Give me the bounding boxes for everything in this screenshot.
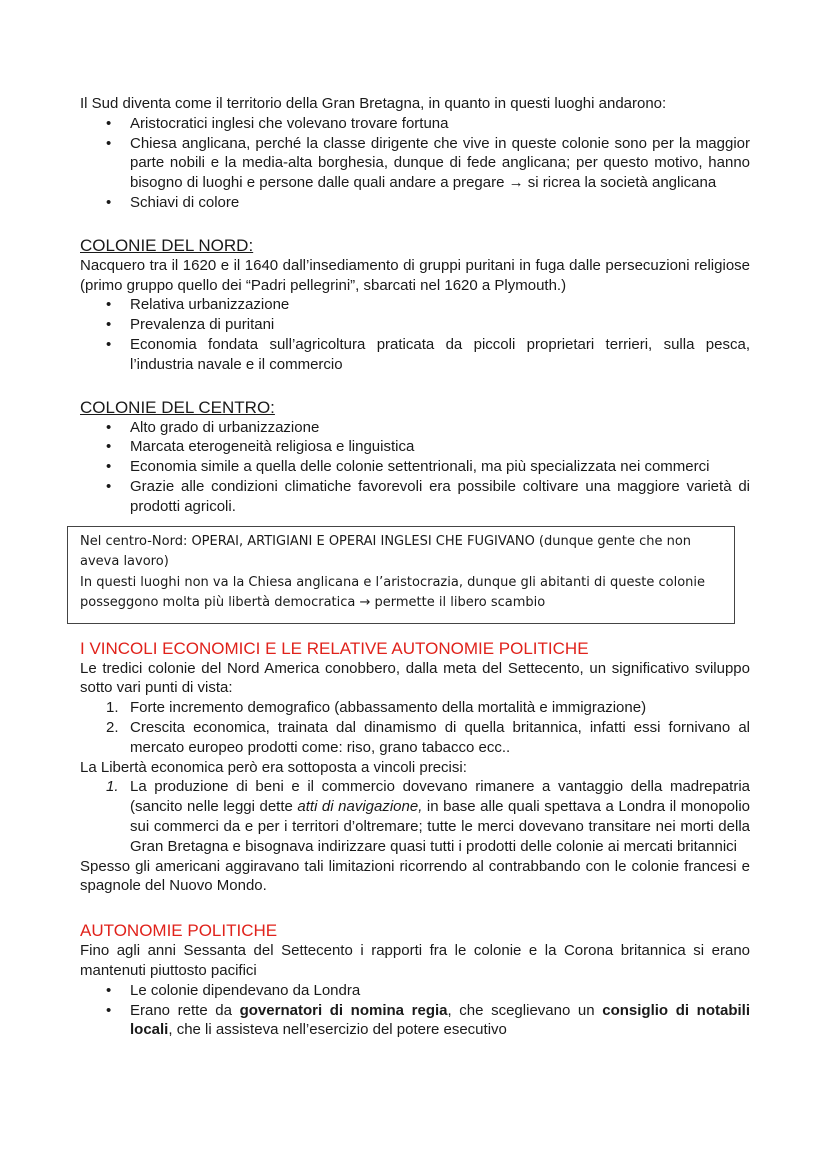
document-page: [80, 94, 750, 1040]
vincoli-paragraph-3: Spesso gli americani aggiravano tali limitazioni ricorrendo al contrabbando con le colonie francesi e spagnole del Nuovo Mondo.: [80, 857, 750, 895]
centro-list: [80, 418, 750, 517]
list-text: Erano rette da: [130, 1001, 240, 1019]
list-item: [106, 698, 750, 718]
section-heading-centro: COLONIE DEL CENTRO:: [80, 397, 275, 417]
bold-term: consiglio di notabili locali: [130, 1001, 750, 1039]
list-number: 2.: [106, 718, 119, 736]
vincoli-paragraph: Le tredici colonie del Nord America conobbero, dalla meta del Settecento, un significativo sviluppo sotto vari punti di vista:: [80, 659, 750, 697]
section-heading-nord: COLONIE DEL NORD:: [80, 235, 254, 255]
list-text: in base alle quali spettava a Londra il monopolio sui commerci da e per i territori d’oltremare; tutte le merci dovevano transitare nei morti della Gran Bretagna e bisognava indirizzare quasi tutti i prodotti delle colonie ai mercati britannici: [130, 798, 751, 855]
nord-list: [80, 295, 750, 374]
list-item: • Schiavi di colore: [130, 193, 750, 213]
list-item: • Alto grado di urbanizzazione: [130, 418, 750, 438]
note-line: Nel centro-Nord: OPERAI, ARTIGIANI E OPERAI INGLESI CHE FUGIVANO (dunque gente che non aveva lavoro): [80, 533, 692, 570]
list-number: 1.: [106, 778, 119, 796]
list-item: [130, 1001, 750, 1041]
autonomie-paragraph: Fino agli anni Sessanta del Settecento i rapporti fra le colonie e la Corona britannica si erano mantenuti piuttosto pacifici: [80, 942, 750, 979]
list-item: • Le colonie dipendevano da Londra: [130, 981, 750, 1001]
list-text: , che sceglievano un: [447, 1001, 603, 1019]
note-line: In questi luoghi non va la Chiesa anglicana e l’aristocrazia, dunque gli abitanti di queste colonie posseggono molta più libertà democratica → permette il libero scambio: [80, 574, 706, 611]
intro-list: [80, 114, 750, 213]
nord-paragraph: Nacquero tra il 1620 e il 1640 dall’insediamento di gruppi puritani in fuga dalle persecuzioni religiose (primo gruppo quello dei “Padri pellegrini”, sbarcati nel 1620 a Plymouth.): [80, 256, 750, 294]
note-box: [67, 526, 735, 624]
list-item: • Prevalenza di puritani: [130, 315, 750, 335]
list-item: • Relativa urbanizzazione: [130, 295, 750, 315]
list-text: Crescita economica, trainata dal dinamismo di quella britannica, infatti essi fornivano al mercato europeo prodotti come: riso, grano tabacco ecc..: [130, 718, 750, 756]
vincoli-paragraph-2: La Libertà economica però era sottoposta a vincoli precisi:: [80, 758, 467, 776]
section-heading-vincoli: I VINCOLI ECONOMICI E LE RELATIVE AUTONOMIE POLITICHE: [80, 638, 589, 658]
list-text: , che li assisteva nell’esercizio del potere esecutivo: [168, 1021, 507, 1039]
autonomie-list: [80, 981, 750, 1040]
list-text: Forte incremento demografico (abbassamento della mortalità e immigrazione): [130, 699, 647, 717]
bold-term: governatori di nomina regia: [239, 1001, 448, 1019]
list-item: • Aristocratici inglesi che volevano trovare fortuna: [130, 114, 750, 134]
vincoli-constraint-list: [80, 777, 750, 856]
vincoli-numbered-list: [80, 698, 750, 757]
list-item: • Economia simile a quella delle colonie settentrionali, ma più specializzata nei commerci: [130, 457, 750, 477]
list-number: 1.: [106, 699, 119, 717]
intro-paragraph: Il Sud diventa come il territorio della Gran Bretagna, in quanto in questi luoghi andarono:: [80, 95, 667, 112]
list-item: [106, 777, 751, 856]
list-item: • Chiesa anglicana, perché la classe dirigente che vive in queste colonie sono per la maggior parte nobili e la media-alta borghesia, dunque di fede anglicana; per questo motivo, hanno bisogno di luoghi e persone dalle quali andare a pregare → si ricrea la società anglicana: [130, 134, 750, 193]
list-item: • Marcata eterogeneità religiosa e linguistica: [130, 437, 750, 457]
italic-term: atti di navigazione,: [297, 798, 423, 816]
list-item: • Grazie alle condizioni climatiche favorevoli era possibile coltivare una maggiore varietà di prodotti agricoli.: [130, 477, 750, 517]
section-heading-autonomie: AUTONOMIE POLITICHE: [80, 921, 278, 941]
list-item: [106, 718, 750, 758]
list-text: La produzione di beni e il commercio dovevano rimanere a vantaggio della madrepatria (sancito nelle leggi dette: [130, 778, 750, 816]
list-item: • Economia fondata sull’agricoltura praticata da piccoli proprietari terrieri, sulla pesca, l’industria navale e il commercio: [130, 335, 750, 375]
